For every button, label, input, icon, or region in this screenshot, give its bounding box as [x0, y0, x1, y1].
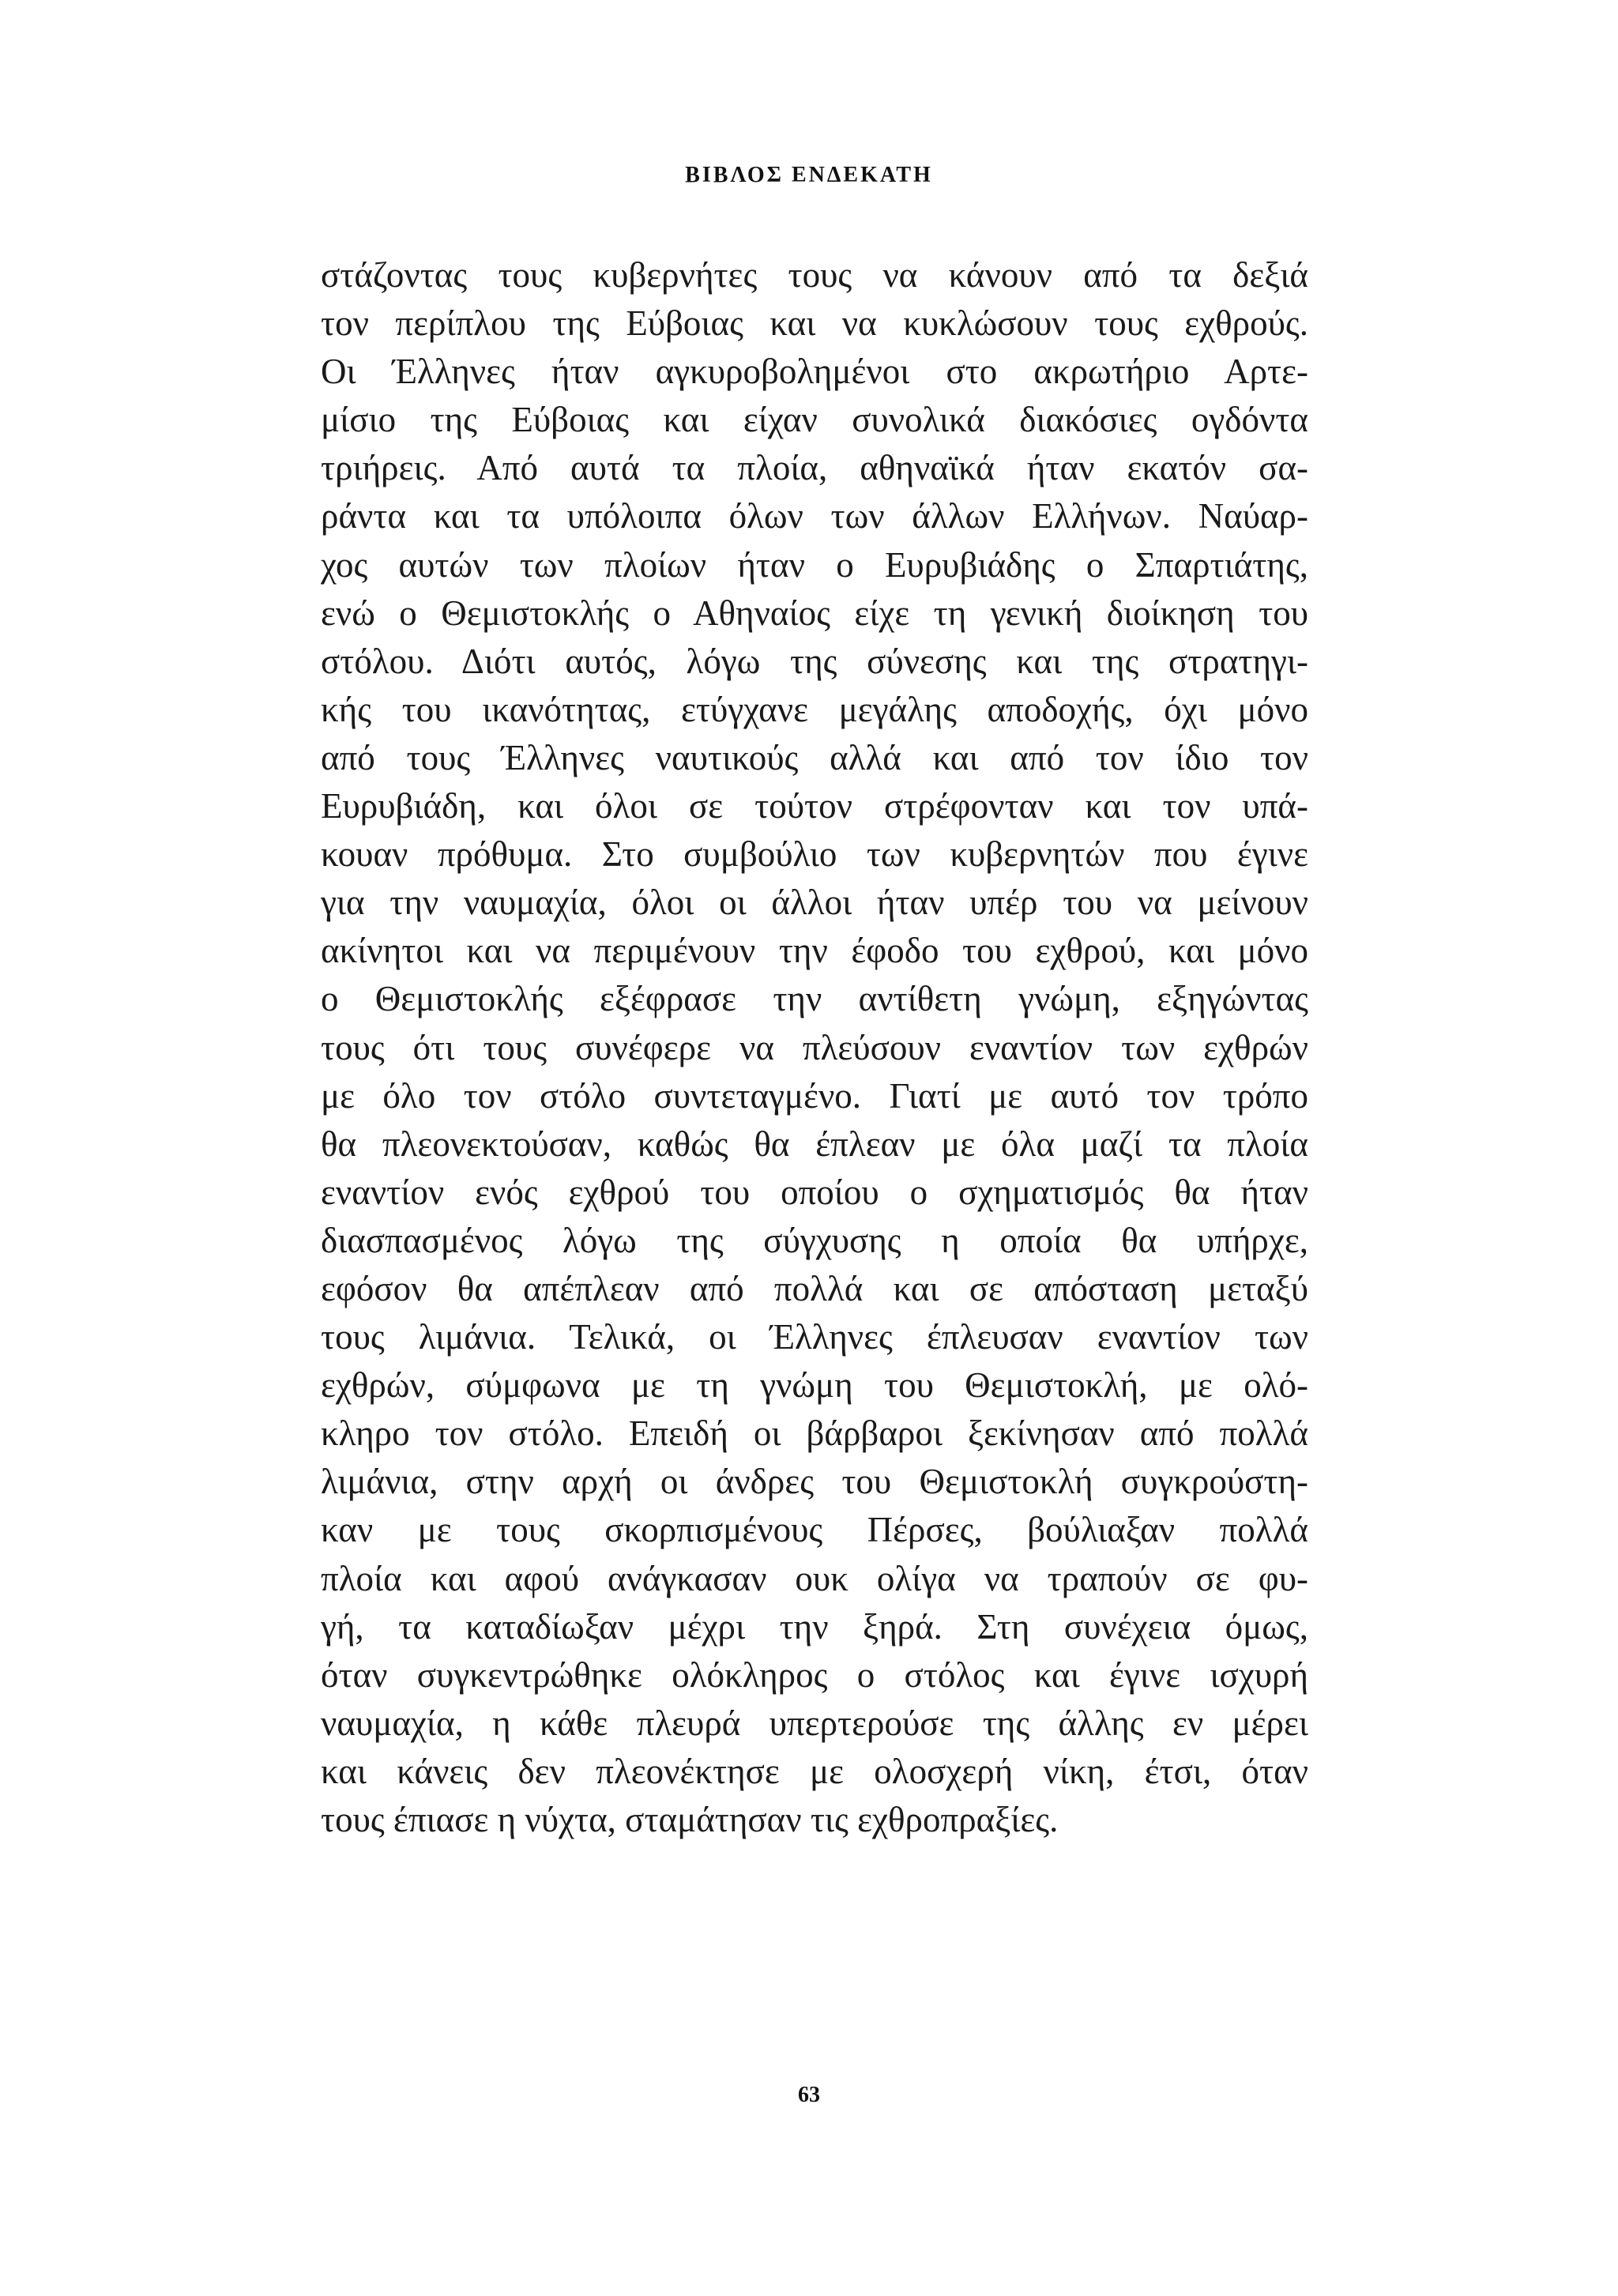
text-line: θα πλεονεκτούσαν, καθώς θα έπλεαν με όλα μαζί τα πλοία [321, 1124, 1308, 1164]
text-line: εφόσον θα απέπλεαν από πολλά και σε απόσταση μεταξύ [321, 1268, 1308, 1308]
text-line: εναντίον ενός εχθρού του οποίου ο σχηματισμός θα ήταν [321, 1172, 1308, 1212]
text-line: και κάνεις δεν πλεονέκτησε με ολοσχερή νίκη, έτσι, όταν [321, 1751, 1308, 1791]
text-line: ενώ ο Θεμιστοκλής ο Αθηναίος είχε τη γενική διοίκηση του [321, 593, 1308, 633]
text-line: τους λιμάνια. Τελικά, οι Έλληνες έπλευσαν εναντίον των [321, 1317, 1308, 1357]
text-line: ο Θεμιστοκλής εξέφρασε την αντίθετη γνώμη, εξηγώντας [321, 979, 1308, 1019]
page-number: 63 [798, 2083, 820, 2107]
text-line: εχθρών, σύμφωνα με τη γνώμη του Θεμιστοκλή, με ολό- [321, 1365, 1308, 1406]
text-line: λιμάνια, στην αρχή οι άνδρες του Θεμιστοκλή συγκρούστη- [321, 1462, 1308, 1502]
text-line: ακίνητοι και να περιμένουν την έφοδο του εχθρού, και μόνο [321, 931, 1308, 971]
text-line: τους έπιασε η νύχτα, σταμάτησαν τις εχθροπραξίες. [321, 1800, 1059, 1839]
text-line: διασπασμένος λόγω της σύγχυσης η οποία θα υπήρχε, [321, 1220, 1308, 1260]
text-line: Ευρυβιάδη, και όλοι σε τούτον στρέφονταν και τον υπά- [321, 786, 1308, 826]
text-line: στάζοντας τους κυβερνήτες τους να κάνουν από τα δεξιά [321, 255, 1308, 295]
text-line: στόλου. Διότι αυτός, λόγω της σύνεσης και της στρατηγι- [321, 641, 1308, 681]
text-line: χος αυτών των πλοίων ήταν ο Ευρυβιάδης ο Σπαρτιάτης, [321, 544, 1308, 585]
text-line: καν με τους σκορπισμένους Πέρσες, βούλιαξαν πολλά [321, 1510, 1308, 1550]
text-line: Οι Έλληνες ήταν αγκυροβολημένοι στο ακρωτήριο Αρτε- [321, 352, 1308, 392]
text-line: τον περίπλου της Εύβοιας και να κυκλώσουν τους εχθρούς. [321, 303, 1308, 344]
text-line: γή, τα καταδίωξαν μέχρι την ξηρά. Στη συνέχεια όμως, [321, 1606, 1308, 1647]
text-line: από τους Έλληνες ναυτικούς αλλά και από τον ίδιο τον [321, 737, 1308, 777]
text-line: με όλο τον στόλο συντεταγμένο. Γιατί με αυτό τον τρόπο [321, 1075, 1308, 1116]
text-line: πλοία και αφού ανάγκασαν ουκ ολίγα να τραπούν σε φυ- [321, 1558, 1308, 1598]
text-line: τους ότι τους συνέφερε να πλεύσουν εναντίον των εχθρών [321, 1027, 1308, 1067]
text-line: όταν συγκεντρώθηκε ολόκληρος ο στόλος και έγινε ισχυρή [321, 1654, 1308, 1695]
text-line: κληρο τον στόλο. Επειδή οι βάρβαροι ξεκίνησαν από πολλά [321, 1413, 1308, 1454]
text-line: κουαν πρόθυμα. Στο συμβούλιο των κυβερνητών που έγινε [321, 834, 1308, 875]
text-line: κής του ικανότητας, ετύγχανε μεγάλης αποδοχής, όχι μόνο [321, 689, 1308, 729]
body-text [321, 251, 1308, 1844]
running-head: ΒΙΒΛΟΣ ΕΝΔΕΚΑΤΗ [685, 163, 933, 187]
text-line: μίσιο της Εύβοιας και είχαν συνολικά διακόσιες ογδόντα [321, 400, 1308, 440]
text-line: ναυμαχία, η κάθε πλευρά υπερτερούσε της άλλης εν μέρει [321, 1703, 1308, 1743]
text-line: για την ναυμαχία, όλοι οι άλλοι ήταν υπέρ του να μείνουν [321, 883, 1308, 923]
text-line: τριήρεις. Από αυτά τα πλοία, αθηναϊκά ήταν εκατόν σα- [321, 448, 1308, 488]
text-line: ράντα και τα υπόλοιπα όλων των άλλων Ελλήνων. Ναύαρ- [321, 496, 1308, 536]
